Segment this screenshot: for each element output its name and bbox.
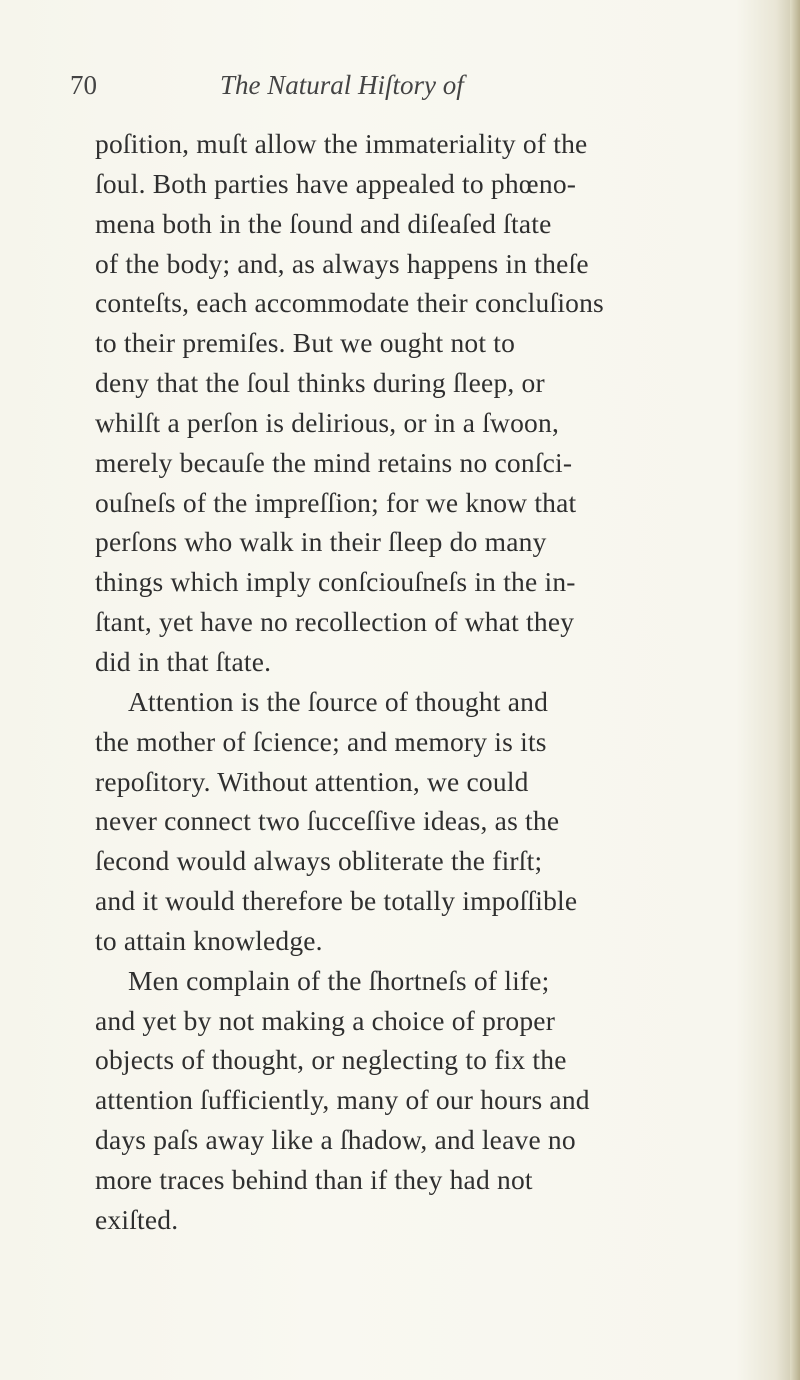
text-line: perſons who walk in their ſleep do many <box>95 526 547 558</box>
text-line: attention ſufficiently, many of our hours and <box>95 1084 590 1116</box>
text-line: Attention is the ſource of thought and <box>128 685 549 717</box>
text-line: and yet by not making a choice of proper <box>95 1004 556 1036</box>
text-line: more traces behind than if they had not <box>95 1163 533 1195</box>
page-number: 70 <box>70 70 97 100</box>
text-line: poſition, muſt allow the immateriality of the <box>95 128 588 159</box>
body-text <box>95 124 735 1240</box>
page-edge <box>790 0 800 1380</box>
text-line: deny that the ſoul thinks during ſleep, or <box>95 367 545 399</box>
text-line: and it would therefore be totally impoſſible <box>95 885 578 917</box>
running-head-title: The Natural Hiſtory of <box>220 70 464 100</box>
text-line: ſoul. Both parties have appealed to phœno- <box>95 167 577 199</box>
text-line: did in that ſtate. <box>95 645 272 677</box>
text-line: never connect two ſucceſſive ideas, as the <box>95 805 560 837</box>
text-line: objects of thought, or neglecting to fix the <box>95 1044 567 1076</box>
text-line: the mother of ſcience; and memory is its <box>95 725 547 757</box>
text-line: ouſneſs of the impreſſion; for we know that <box>95 486 577 518</box>
text-line: mena both in the ſound and diſeaſed ſtate <box>95 207 552 239</box>
text-line: things which imply conſciouſneſs in the in- <box>95 566 576 598</box>
text-line: whilſt a perſon is delirious, or in a ſwoon, <box>95 406 560 438</box>
text-line: to attain knowledge. <box>95 924 323 956</box>
text-line: of the body; and, as always happens in theſe <box>95 247 589 279</box>
text-line: merely becauſe the mind retains no conſci- <box>95 446 573 478</box>
running-head <box>70 70 690 110</box>
text-line: repoſitory. Without attention, we could <box>95 765 529 797</box>
text-line: days paſs away like a ſhadow, and leave no <box>95 1124 576 1156</box>
text-line: exiſted. <box>95 1203 179 1235</box>
text-line: ſtant, yet have no recollection of what they <box>95 606 575 638</box>
text-line: ſecond would always obliterate the firſt; <box>95 845 543 877</box>
text-line: Men complain of the ſhortneſs of life; <box>128 964 550 996</box>
text-line: to their premiſes. But we ought not to <box>95 327 516 359</box>
text-line: conteſts, each accommodate their concluſions <box>95 287 604 319</box>
